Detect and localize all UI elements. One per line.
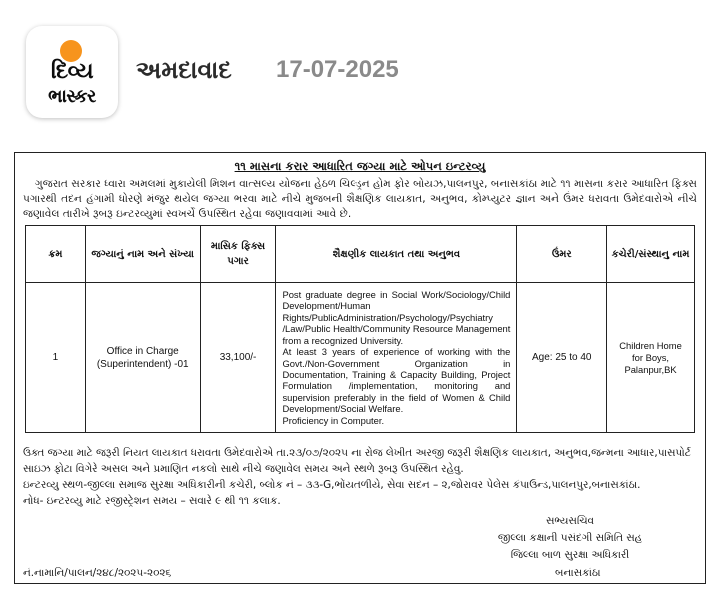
footer-note: નોધ- ઇન્ટરવ્યુ માટે રજીસ્ટ્રેશન સમય – સવારે ૯ થી ૧૧ કલાક.: [23, 495, 281, 507]
cell-post: Office in Charge (Superintendent) -01: [85, 283, 200, 433]
table-header-row: [26, 226, 695, 283]
header-age: ઉંમર: [517, 226, 607, 283]
vacancy-table: [25, 225, 695, 433]
cell-salary: 33,100/-: [200, 283, 276, 433]
edition-city: અમદાવાદ: [136, 56, 232, 84]
job-notice: [14, 152, 706, 584]
header-no: ક્રમ: [26, 226, 86, 283]
cell-age: Age: 25 to 40: [517, 283, 607, 433]
header-office: કચેરી/સંસ્થાનુ નામ: [607, 226, 695, 283]
qualification-degree: Post graduate degree in Social Work/Sociology/Child Development/Human Rights/PublicAdministration/Psychology/Psychiatry /Law/Public Health/Community Resource Management from a recognized University.: [282, 289, 511, 346]
edition-date: 17-07-2025: [276, 56, 399, 83]
logo-word-1: દિવ્ય: [50, 59, 94, 84]
header-post: જગ્યાનું નામ અને સંખ્યા: [85, 226, 200, 283]
logo-word-2: ભાસ્કર: [48, 86, 96, 107]
header-salary: માસિક ફિક્સ પગાર: [200, 226, 276, 283]
footer-venue: ઇન્ટરવ્યુ સ્થળ-જીલ્લા સમાજ સુરક્ષા અધિકારીની કચેરી, બ્લોક નં – ૩૩-G,ભોંયતળીયે, સેવા સદન – ૨,જોરાવર પેલેસ કંપાઉન્ડ,પાલનપુર,બનાસકાંઠા.: [23, 479, 641, 491]
cell-office: Children Home for Boys, Palanpur,BK: [607, 283, 695, 433]
divya-bhaskar-logo[interactable]: [26, 26, 118, 118]
qualification-experience: At least 3 years of experience of working with the Govt./Non-Government Organization in Documentation, Training & Capacity Building, Project Formulation /implementation, monitoring and supervision preferably in the field of Women & Child Development/Social Welfare.: [282, 346, 511, 415]
cell-no: 1: [26, 283, 86, 433]
table-row: [26, 283, 695, 433]
reference-number: નં.નામાનિ/પાલન/૨૪૮/૨૦૨૫-૨૦૨૬: [23, 567, 172, 579]
app-header: [0, 0, 720, 140]
signatory-committee: જીલ્લા કક્ષાની પસંદગી સમિતિ સહ: [497, 532, 643, 544]
footer-instructions: ઉક્ત જગ્યા માટે જરૂરી નિયત લાયકાત ધરાવતા ઉમેદવારોએ તા.૨૩/૦૭/૨૦૨૫ ના રોજ લેખીત અરજી જરૂરી શૈક્ષણિક લાયકાત, અનુભવ,જન્મના આધાર,પાસપોર્ટ સાઇઝ ફોટા વિગેરે અસલ અને પ્રમાણિત નકલો સાથે નીચે જણાવેલ સમય અને સ્થળે રૂબરૂ ઉપસ્થિત રહેવુ.: [23, 447, 691, 475]
cell-qualification: [276, 283, 517, 433]
signatory-officer: જિલ્લા બાળ સુરક્ષા અધિકારી: [510, 549, 630, 561]
signatory-title: સભ્યસચિવ: [546, 515, 594, 527]
signature-place: બનાસકાંઠા: [555, 567, 601, 579]
qualification-computer: Proficiency in Computer.: [282, 414, 385, 426]
notice-footer: [23, 445, 699, 509]
notice-title: ૧૧ માસના કરાર આધારિત જગ્યા માટે ઓપન ઇન્ટરવ્યુ: [234, 159, 486, 173]
header-qualification: શૈક્ષણીક લાયકાત તથા અનુભવ: [276, 226, 517, 283]
notice-intro: ગુજરાત સરકાર ધ્વારા અમલમાં મુકાયેલી મિશન વાત્સલ્ય યોજના હેઠળ ચિલ્ડ્રન હોમ ફોર બોયઝ,પાલનપુર, બનાસકાંઠા માટે ૧૧ માસના કરાર આધારિત ફિક્સ પગારથી તદન હંગામી ધોરણે મંજુર થયેલ જગ્યા ભરવા માટે નીચે મુજબની શૈક્ષણિક લાયકાત, અનુભવ, કોમ્પ્યુટર જ્ઞાન અને ઉંમર ધરાવતા ઉમેદવારોએ નીચે જણાવેલ તારીખે રૂબરૂ ઇન્ટરવ્યુમાં સ્વખર્ચે ઉપસ્થિત રહેવા જણાવવામાં આવે છે.: [23, 178, 697, 220]
signature-block: [445, 513, 695, 564]
